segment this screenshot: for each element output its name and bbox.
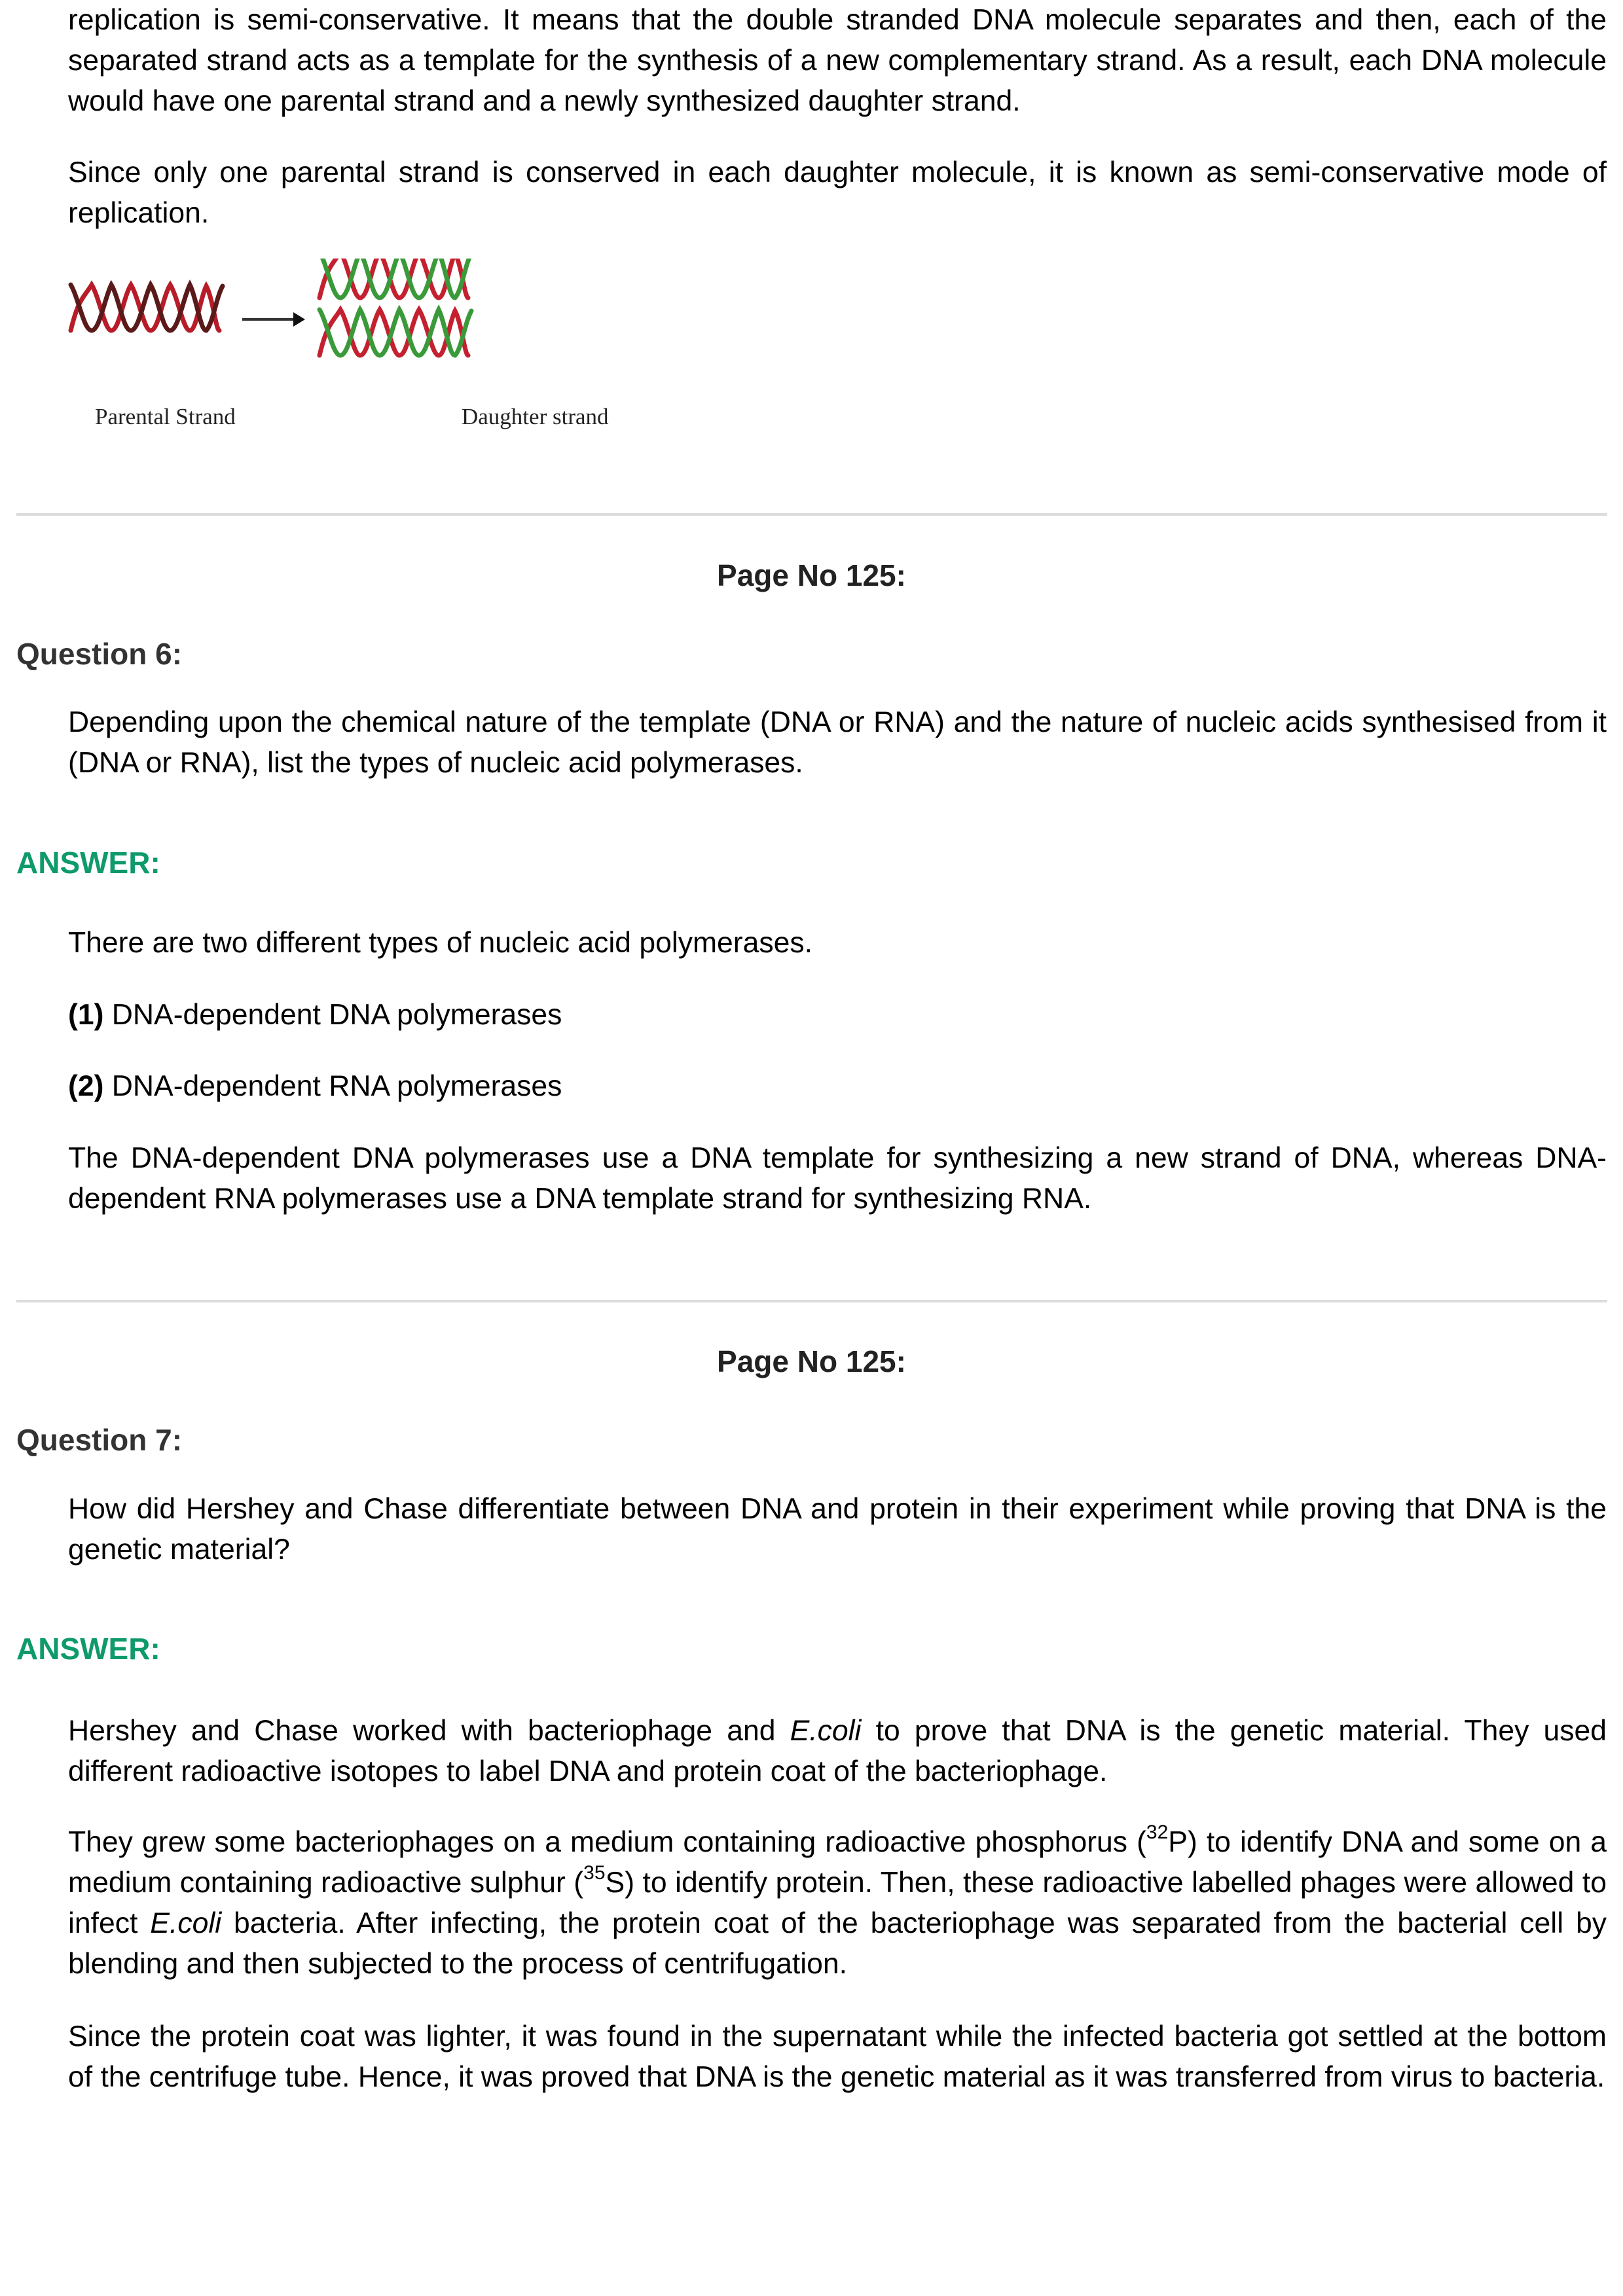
isotope-mass-number: 35 bbox=[583, 1862, 606, 1884]
text-run: They grew some bacteriophages on a medium containing radioactive phosphorus ( bbox=[68, 1826, 1146, 1858]
dna-replication-figure bbox=[65, 259, 655, 448]
question-6-heading: Question 6: bbox=[16, 637, 183, 671]
text-run: Hershey and Chase worked with bacteriophage and bbox=[68, 1715, 790, 1747]
intro-paragraph-2: Since only one parental strand is conserved in each daughter molecule, it is known as semi-conservative mode of replication. bbox=[68, 156, 1607, 229]
section-divider bbox=[16, 1300, 1607, 1302]
text-run: P) to identify DNA and some on a medium containing radioactive sulphur ( bbox=[68, 1826, 1607, 1899]
daughter-helix-top bbox=[319, 259, 471, 298]
answer-7-paragraph-2 bbox=[68, 1822, 1607, 1984]
parental-strand-label: Parental Strand bbox=[95, 404, 236, 429]
question-7-text: How did Hershey and Chase differentiate between DNA and protein in their experiment while proving that DNA is the genetic material? bbox=[68, 1493, 1607, 1566]
answer-heading: ANSWER: bbox=[16, 846, 160, 880]
text-run: S) to identify protein. Then, these radioactive labelled phages were allowed to infect bbox=[68, 1867, 1607, 1939]
list-item-text: DNA-dependent RNA polymerases bbox=[111, 1070, 562, 1102]
daughter-strand-label: Daughter strand bbox=[462, 404, 609, 429]
answer-7-paragraph-3: Since the protein coat was lighter, it was found in the supernatant while the infected bacteria got settled at the bottom of the centrifuge tube. Hence, it was proved that DNA is the genetic material as it was transferred from virus to bacteria. bbox=[68, 2020, 1607, 2093]
page-number-heading: Page No 125: bbox=[717, 1344, 906, 1378]
question-7-heading: Question 7: bbox=[16, 1423, 183, 1457]
intro-paragraph-1: replication is semi-conservative. It means that the double stranded DNA molecule separates and then, each of the separated strand acts as a template for the synthesis of a new complementary strand. As a result, each DNA molecule would have one parental strand and a newly synthesized daughter strand. bbox=[68, 4, 1607, 117]
answer-heading: ANSWER: bbox=[16, 1632, 160, 1666]
text-run: to prove that DNA is the genetic material. They used different radioactive isotopes to label DNA and protein coat of the bacteriophage. bbox=[68, 1715, 1607, 1787]
isotope-mass-number: 32 bbox=[1146, 1821, 1169, 1844]
answer-6-explanation: The DNA-dependent DNA polymerases use a DNA template for synthesizing a new strand of DNA, whereas DNA-dependent RNA polymerases use a DNA template strand for synthesizing RNA. bbox=[68, 1142, 1607, 1215]
list-item-text: DNA-dependent DNA polymerases bbox=[111, 999, 562, 1031]
page-number-heading: Page No 125: bbox=[717, 558, 906, 592]
species-name: E.coli bbox=[150, 1907, 222, 1939]
list-marker: (2) bbox=[68, 1070, 104, 1102]
species-name: E.coli bbox=[790, 1715, 862, 1747]
answer-6-intro: There are two different types of nucleic acid polymerases. bbox=[68, 927, 812, 959]
text-run: bacteria. After infecting, the protein coat of the bacteriophage was separated from the bacterial cell by blending and then subjected to the process of centrifugation. bbox=[68, 1907, 1607, 1980]
list-item bbox=[68, 1066, 1607, 1107]
answer-7-paragraph-1 bbox=[68, 1711, 1607, 1792]
list-marker: (1) bbox=[68, 999, 104, 1031]
section-divider bbox=[16, 513, 1607, 516]
list-item bbox=[68, 995, 1607, 1035]
right-arrow-icon bbox=[242, 312, 305, 327]
dna-helix-diagram bbox=[65, 259, 655, 389]
daughter-helix-bottom bbox=[319, 310, 471, 355]
question-6-text: Depending upon the chemical nature of the template (DNA or RNA) and the nature of nucleic acids synthesised from it (DNA or RNA), list the types of nucleic acid polymerases. bbox=[68, 706, 1607, 779]
parental-helix bbox=[71, 285, 223, 331]
